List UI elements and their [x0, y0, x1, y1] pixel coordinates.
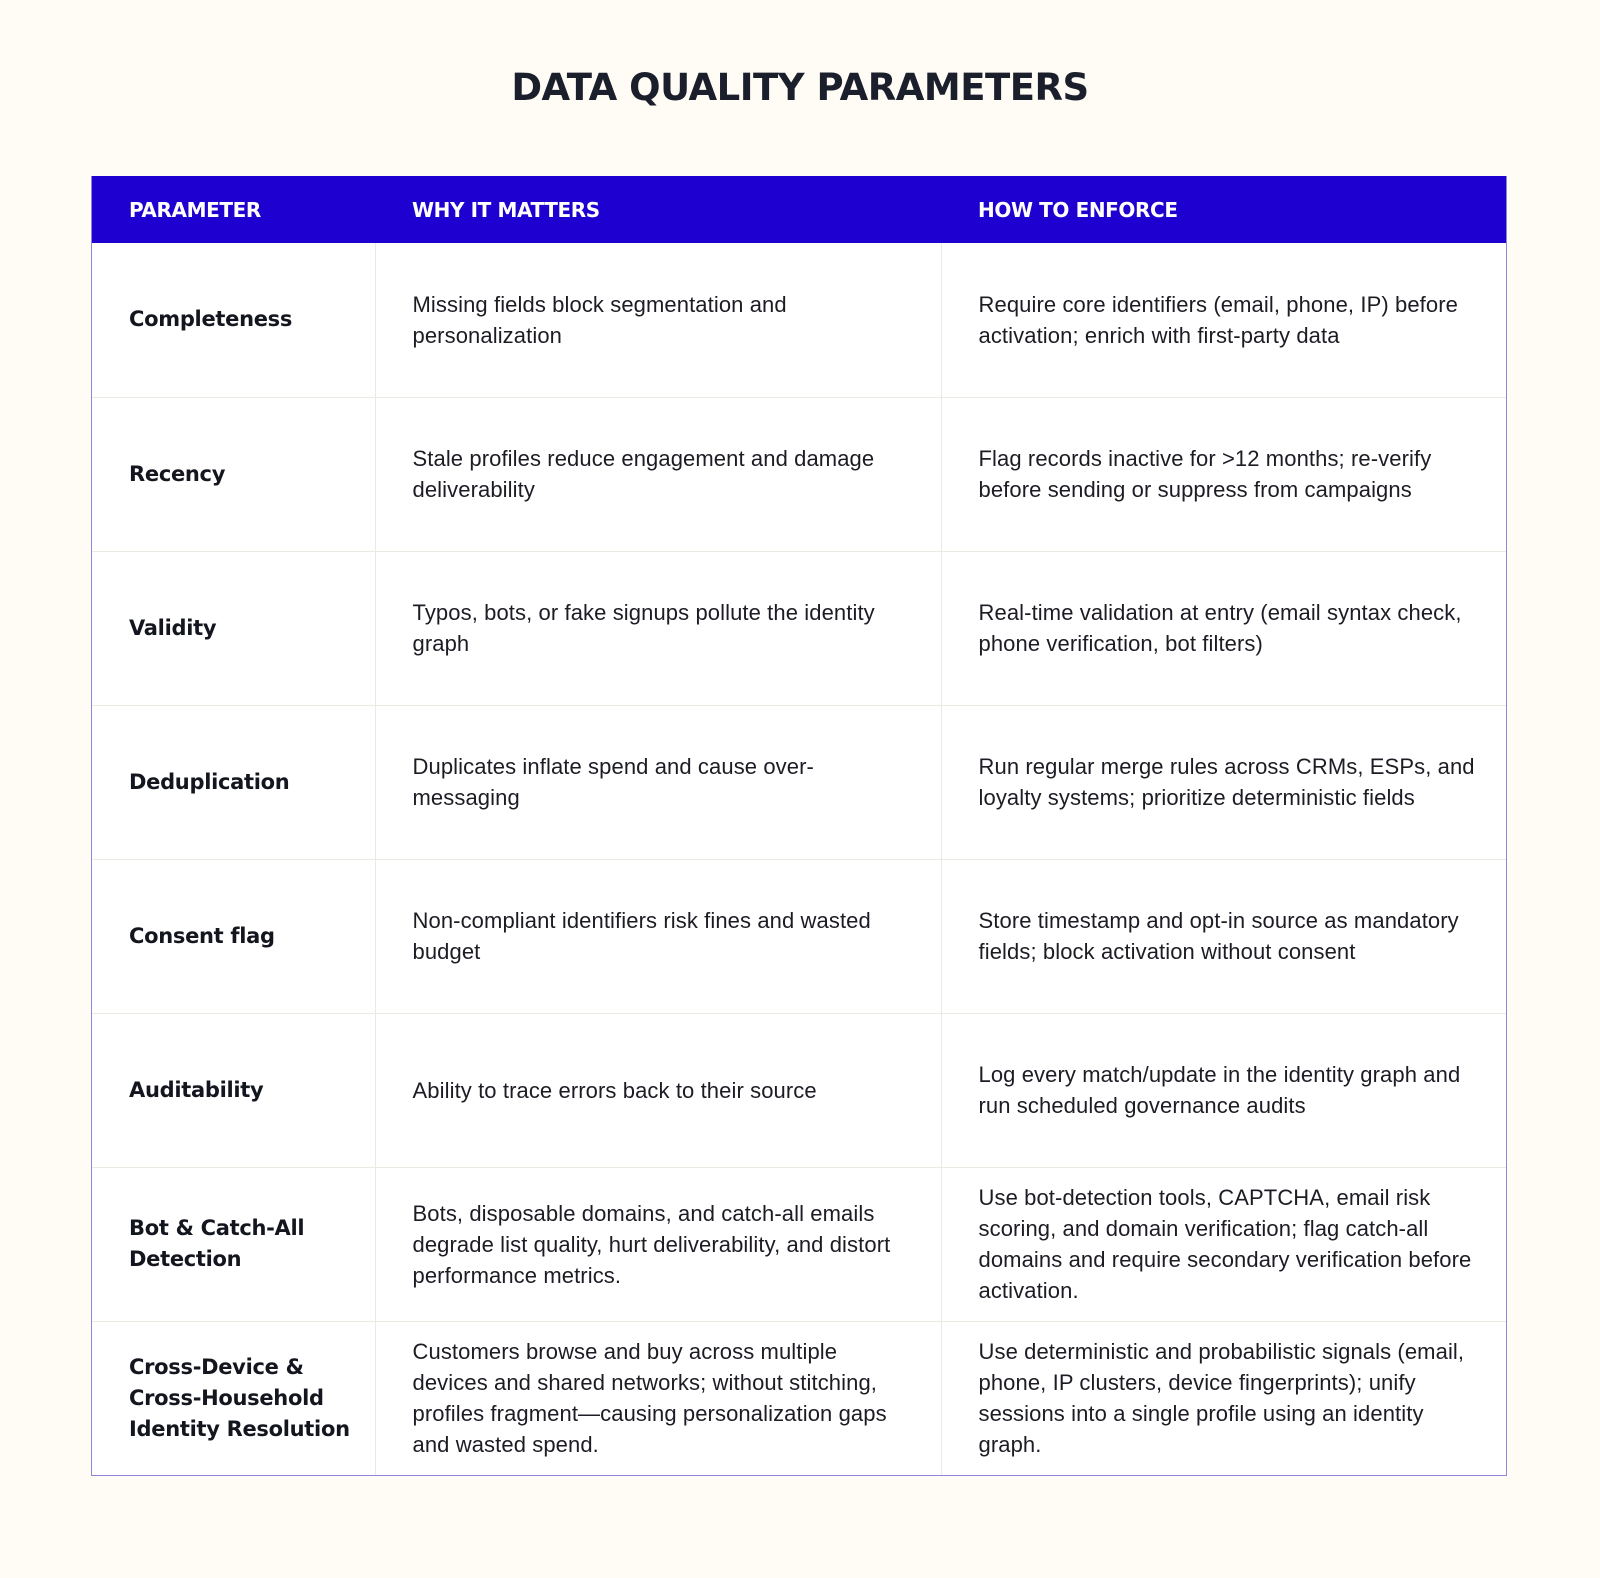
table-row	[92, 1167, 1506, 1321]
parameter-cell: Auditability	[129, 1077, 264, 1102]
table-row	[92, 1321, 1506, 1475]
how-cell: Use bot-detection tools, CAPTCHA, email risk scoring, and domain verification; flag catch-all domains and require secondary verification before activation.	[941, 1167, 1506, 1321]
why-cell: Non-compliant identifiers risk fines and wasted budget	[375, 859, 941, 1013]
how-cell: Use deterministic and probabilistic signals (email, phone, IP clusters, device fingerprints); unify sessions into a single profile using an identity graph.	[941, 1321, 1506, 1475]
table-row	[92, 243, 1506, 397]
column-header-why-it-matters: WHY IT MATTERS	[412, 197, 600, 222]
why-cell: Missing fields block segmentation and personalization	[375, 243, 941, 397]
how-cell: Store timestamp and opt-in source as mandatory fields; block activation without consent	[941, 859, 1506, 1013]
table-row	[92, 397, 1506, 551]
table-body	[92, 243, 1506, 1475]
why-cell: Typos, bots, or fake signups pollute the identity graph	[375, 551, 941, 705]
parameter-cell: Bot & Catch-All Detection	[129, 1216, 305, 1271]
how-cell: Run regular merge rules across CRMs, ESPs, and loyalty systems; prioritize deterministic fields	[941, 705, 1506, 859]
parameter-cell: Validity	[129, 615, 217, 640]
parameter-cell: Completeness	[129, 307, 293, 332]
how-cell: Require core identifiers (email, phone, IP) before activation; enrich with first-party data	[941, 243, 1506, 397]
header-row	[92, 176, 1506, 243]
parameter-cell: Consent flag	[129, 923, 275, 948]
column-header-parameter: PARAMETER	[129, 197, 261, 222]
why-cell: Stale profiles reduce engagement and damage deliverability	[375, 397, 941, 551]
column-header-how-to-enforce: HOW TO ENFORCE	[978, 197, 1178, 222]
table-row	[92, 859, 1506, 1013]
how-cell: Log every match/update in the identity graph and run scheduled governance audits	[941, 1013, 1506, 1167]
table-header	[92, 176, 1506, 243]
why-cell: Bots, disposable domains, and catch-all emails degrade list quality, hurt deliverability, and distort performance metrics.	[375, 1167, 941, 1321]
why-cell: Ability to trace errors back to their source	[375, 1013, 941, 1167]
parameter-cell: Deduplication	[129, 769, 290, 794]
page-title: DATA QUALITY PARAMETERS	[511, 66, 1089, 109]
parameters-table	[92, 176, 1506, 1475]
parameter-cell: Recency	[129, 461, 226, 486]
data-quality-table	[91, 176, 1507, 1476]
table-row	[92, 1013, 1506, 1167]
table-row	[92, 551, 1506, 705]
why-cell: Customers browse and buy across multiple devices and shared networks; without stitching, profiles fragment—causing personalization gaps and wasted spend.	[375, 1321, 941, 1475]
how-cell: Real-time validation at entry (email syntax check, phone verification, bot filters)	[941, 551, 1506, 705]
parameter-cell: Cross-Device & Cross-Household Identity Resolution	[129, 1354, 350, 1441]
table-row	[92, 705, 1506, 859]
how-cell: Flag records inactive for >12 months; re-verify before sending or suppress from campaigns	[941, 397, 1506, 551]
why-cell: Duplicates inflate spend and cause over-messaging	[375, 705, 941, 859]
